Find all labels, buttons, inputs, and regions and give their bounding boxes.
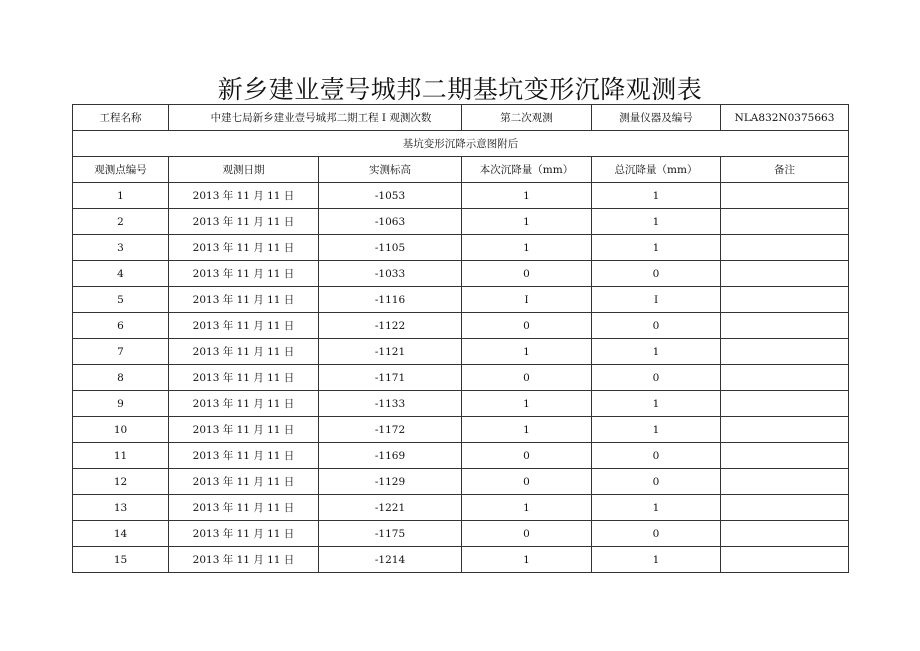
elevation-cell: -1172 <box>319 417 462 443</box>
table-row <box>73 443 849 469</box>
point-no-cell: 2 <box>73 209 169 235</box>
point-no-cell: 6 <box>73 313 169 339</box>
total-settlement-cell: 1 <box>592 495 721 521</box>
observation-count: 第二次观测 <box>462 105 592 131</box>
table-row <box>73 261 849 287</box>
header-date: 观测日期 <box>169 157 319 183</box>
elevation-cell: -1105 <box>319 235 462 261</box>
total-settlement-cell: 1 <box>592 209 721 235</box>
elevation-cell: -1171 <box>319 365 462 391</box>
total-settlement-cell: 1 <box>592 339 721 365</box>
date-cell: 2013 年 11 月 11 日 <box>169 365 319 391</box>
date-cell: 2013 年 11 月 11 日 <box>169 339 319 365</box>
table-row <box>73 365 849 391</box>
point-no-cell: 7 <box>73 339 169 365</box>
point-no-cell: 9 <box>73 391 169 417</box>
date-cell: 2013 年 11 月 11 日 <box>169 235 319 261</box>
remarks-cell <box>721 183 849 209</box>
current-settlement-cell: 1 <box>462 417 592 443</box>
remarks-cell <box>721 261 849 287</box>
remarks-cell <box>721 209 849 235</box>
table-row <box>73 469 849 495</box>
point-no-cell: 4 <box>73 261 169 287</box>
elevation-cell: -1053 <box>319 183 462 209</box>
header-total-settlement: 总沉降量（mm） <box>592 157 721 183</box>
point-no-cell: 13 <box>73 495 169 521</box>
elevation-cell: -1033 <box>319 261 462 287</box>
total-settlement-cell: 0 <box>592 261 721 287</box>
date-cell: 2013 年 11 月 11 日 <box>169 495 319 521</box>
current-settlement-cell: 0 <box>462 521 592 547</box>
remarks-cell <box>721 235 849 261</box>
current-settlement-cell: 1 <box>462 391 592 417</box>
date-cell: 2013 年 11 月 11 日 <box>169 287 319 313</box>
remarks-cell <box>721 469 849 495</box>
remarks-cell <box>721 443 849 469</box>
remarks-cell <box>721 287 849 313</box>
current-settlement-cell: 0 <box>462 261 592 287</box>
table-row <box>73 313 849 339</box>
point-no-cell: 5 <box>73 287 169 313</box>
total-settlement-cell: 1 <box>592 547 721 573</box>
current-settlement-cell: 1 <box>462 339 592 365</box>
current-settlement-cell: 1 <box>462 209 592 235</box>
settlement-table <box>72 104 849 573</box>
total-settlement-cell: 0 <box>592 469 721 495</box>
total-settlement-cell: I <box>592 287 721 313</box>
elevation-cell: -1129 <box>319 469 462 495</box>
info-row <box>73 105 849 131</box>
total-settlement-cell: 0 <box>592 521 721 547</box>
current-settlement-cell: 0 <box>462 313 592 339</box>
remarks-cell <box>721 339 849 365</box>
table-row <box>73 235 849 261</box>
total-settlement-cell: 0 <box>592 365 721 391</box>
point-no-cell: 14 <box>73 521 169 547</box>
current-settlement-cell: 0 <box>462 469 592 495</box>
date-cell: 2013 年 11 月 11 日 <box>169 469 319 495</box>
remarks-cell <box>721 313 849 339</box>
project-name: 中建七局新乡建业壹号城邦二期工程 I 观测次数 <box>169 105 462 131</box>
elevation-cell: -1133 <box>319 391 462 417</box>
elevation-cell: -1116 <box>319 287 462 313</box>
table-row <box>73 495 849 521</box>
remarks-cell <box>721 417 849 443</box>
page-title: 新乡建业壹号城邦二期基坑变形沉降观测表 <box>217 75 703 104</box>
total-settlement-cell: 1 <box>592 417 721 443</box>
elevation-cell: -1214 <box>319 547 462 573</box>
table-row <box>73 391 849 417</box>
remarks-cell <box>721 365 849 391</box>
header-row <box>73 157 849 183</box>
current-settlement-cell: 1 <box>462 235 592 261</box>
remarks-cell <box>721 521 849 547</box>
table-row <box>73 547 849 573</box>
point-no-cell: 15 <box>73 547 169 573</box>
total-settlement-cell: 0 <box>592 313 721 339</box>
date-cell: 2013 年 11 月 11 日 <box>169 391 319 417</box>
total-settlement-cell: 1 <box>592 391 721 417</box>
remarks-cell <box>721 547 849 573</box>
date-cell: 2013 年 11 月 11 日 <box>169 183 319 209</box>
table-row <box>73 417 849 443</box>
instrument-number: NLA832N0375663 <box>721 105 849 131</box>
table-row <box>73 183 849 209</box>
point-no-cell: 12 <box>73 469 169 495</box>
header-current-settlement: 本次沉降量（mm） <box>462 157 592 183</box>
point-no-cell: 10 <box>73 417 169 443</box>
instrument-label: 测量仪器及编号 <box>592 105 721 131</box>
remarks-cell <box>721 391 849 417</box>
point-no-cell: 8 <box>73 365 169 391</box>
table-row <box>73 287 849 313</box>
current-settlement-cell: 1 <box>462 183 592 209</box>
date-cell: 2013 年 11 月 11 日 <box>169 521 319 547</box>
data-rows <box>73 183 849 573</box>
project-label: 工程名称 <box>73 105 169 131</box>
date-cell: 2013 年 11 月 11 日 <box>169 313 319 339</box>
table-row <box>73 209 849 235</box>
elevation-cell: -1063 <box>319 209 462 235</box>
table-row <box>73 339 849 365</box>
date-cell: 2013 年 11 月 11 日 <box>169 261 319 287</box>
current-settlement-cell: 0 <box>462 443 592 469</box>
current-settlement-cell: 1 <box>462 547 592 573</box>
total-settlement-cell: 1 <box>592 235 721 261</box>
current-settlement-cell: I <box>462 287 592 313</box>
diagram-note: 基坑变形沉降示意图附后 <box>73 131 849 157</box>
total-settlement-cell: 1 <box>592 183 721 209</box>
total-settlement-cell: 0 <box>592 443 721 469</box>
date-cell: 2013 年 11 月 11 日 <box>169 443 319 469</box>
header-remarks: 备注 <box>721 157 849 183</box>
current-settlement-cell: 0 <box>462 365 592 391</box>
point-no-cell: 1 <box>73 183 169 209</box>
date-cell: 2013 年 11 月 11 日 <box>169 417 319 443</box>
point-no-cell: 3 <box>73 235 169 261</box>
point-no-cell: 11 <box>73 443 169 469</box>
elevation-cell: -1221 <box>319 495 462 521</box>
date-cell: 2013 年 11 月 11 日 <box>169 547 319 573</box>
elevation-cell: -1122 <box>319 313 462 339</box>
date-cell: 2013 年 11 月 11 日 <box>169 209 319 235</box>
header-point-no: 观测点编号 <box>73 157 169 183</box>
current-settlement-cell: 1 <box>462 495 592 521</box>
header-elevation: 实测标高 <box>319 157 462 183</box>
table-row <box>73 521 849 547</box>
elevation-cell: -1169 <box>319 443 462 469</box>
note-row <box>73 131 849 157</box>
elevation-cell: -1121 <box>319 339 462 365</box>
remarks-cell <box>721 495 849 521</box>
elevation-cell: -1175 <box>319 521 462 547</box>
